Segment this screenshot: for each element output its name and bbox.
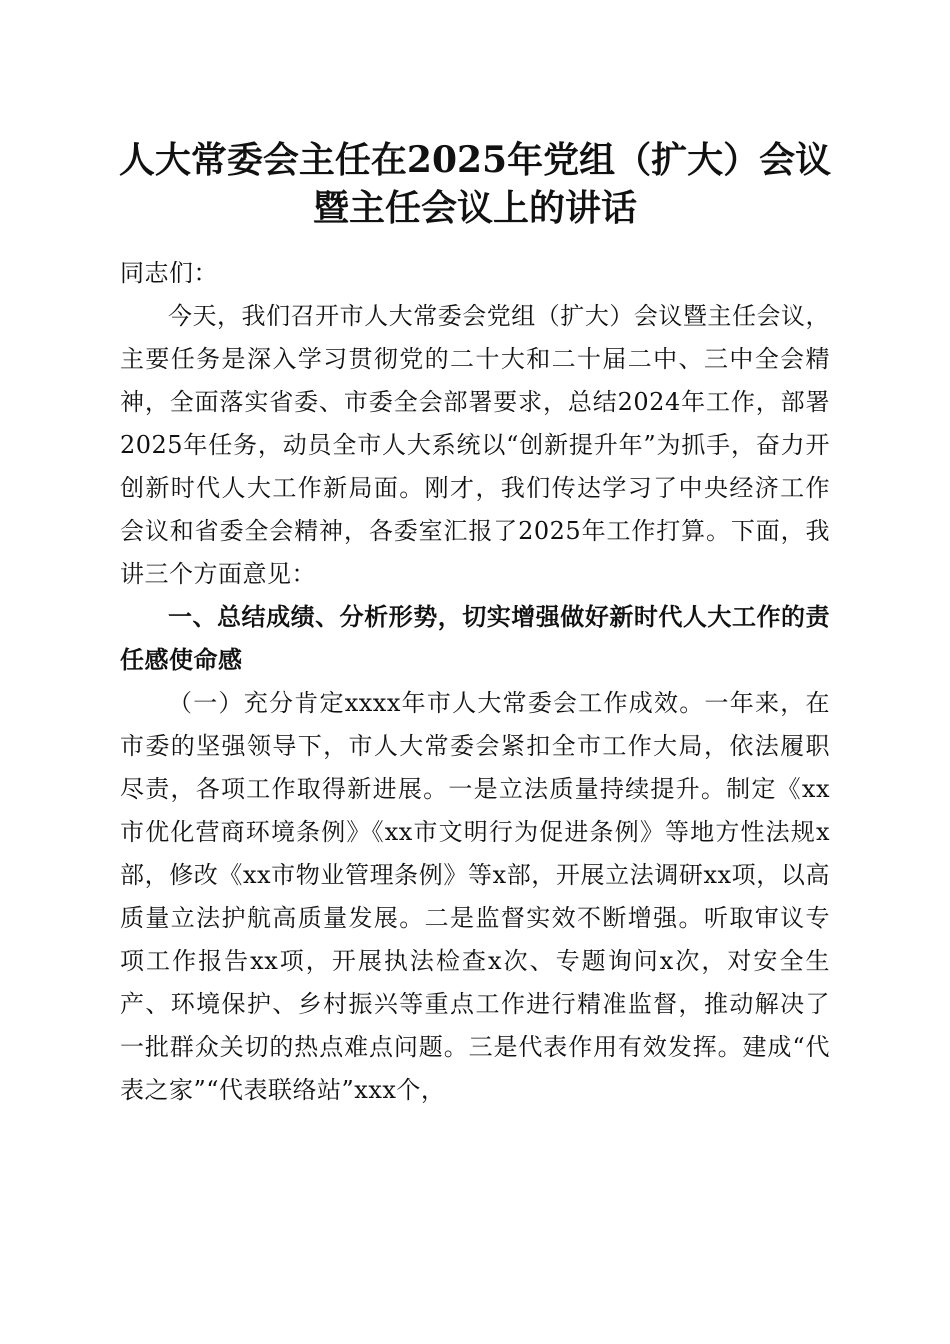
document-body: [120, 252, 830, 1112]
intro-paragraph: 今天，我们召开市人大常委会党组（扩大）会议暨主任会议，主要任务是深入学习贯彻党的二十大和二十届二中、三中全会精神，全面落实省委、市委全会部署要求，总结2024年工作，部署2025年任务，动员全市人大系统以“创新提升年”为抓手，奋力开创新时代人大工作新局面。刚才，我们传达学习了中央经济工作会议和省委全会精神，各委室汇报了2025年工作打算。下面，我讲三个方面意见：: [120, 302, 830, 588]
document-title-line-1: 人大常委会主任在2025年党组（扩大）会议: [118, 139, 832, 181]
section-1-paragraph: （一）充分肯定xxxx年市人大常委会工作成效。一年来，在市委的坚强领导下，市人大常委会紧扣全市工作大局，依法履职尽责，各项工作取得新进展。一是立法质量持续提升。制定《xx市优化营商环境条例》《xx市文明行为促进条例》等地方性法规x部，修改《xx市物业管理条例》等x部，开展立法调研xx项，以高质量立法护航高质量发展。二是监督实效不断增强。听取审议专项工作报告xx项，开展执法检查x次、专题询问x次，对安全生产、环境保护、乡村振兴等重点工作进行精准监督，推动解决了一批群众关切的热点难点问题。三是代表作用有效发挥。建成“代表之家”“代表联络站”xxx个，: [120, 689, 830, 1104]
section-heading-1: 一、总结成绩、分析形势，切实增强做好新时代人大工作的责任感使命感: [120, 603, 830, 674]
document-title-line-2: 暨主任会议上的讲话: [312, 187, 637, 229]
salutation: 同志们：: [120, 259, 218, 287]
